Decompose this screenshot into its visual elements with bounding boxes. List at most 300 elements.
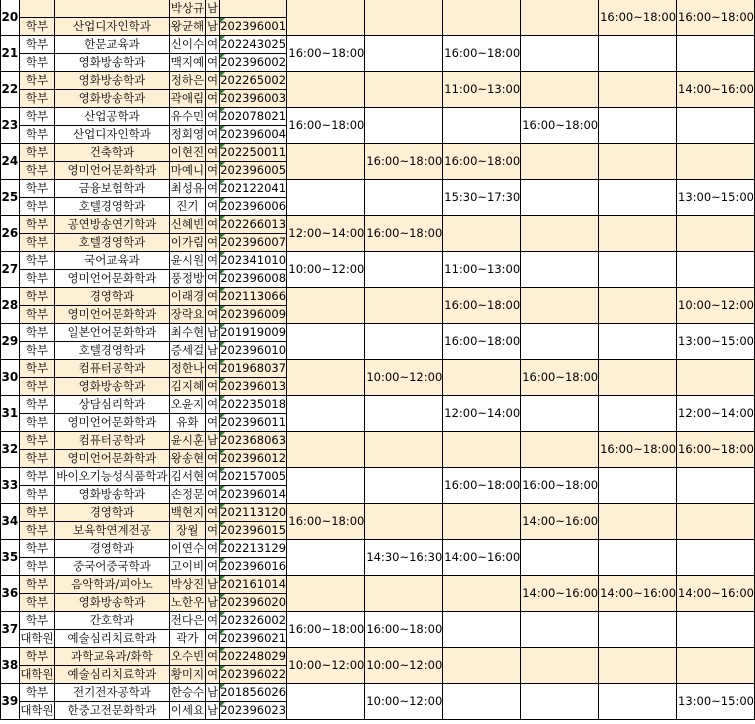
- time-slot-cell[interactable]: [521, 288, 599, 324]
- time-slot-cell[interactable]: [599, 324, 677, 360]
- student-gender-cell[interactable]: 여: [206, 198, 220, 216]
- student-id-cell[interactable]: 202396013: [219, 378, 287, 396]
- student-dept-cell[interactable]: 산업디자인학과: [55, 126, 169, 144]
- time-slot-cell[interactable]: 16:00~18:00: [365, 216, 443, 252]
- time-slot-cell[interactable]: 11:00~13:00: [443, 252, 521, 288]
- group-number-cell[interactable]: 39: [1, 684, 20, 720]
- student-dept-cell[interactable]: 보육학연계전공: [55, 522, 169, 540]
- student-name-cell[interactable]: 황미지: [169, 666, 206, 684]
- time-slot-cell[interactable]: [287, 324, 365, 360]
- time-slot-cell[interactable]: 12:00~14:00: [677, 396, 755, 432]
- group-number-cell[interactable]: 38: [1, 648, 20, 684]
- group-number-cell[interactable]: 32: [1, 432, 20, 468]
- time-slot-cell[interactable]: [521, 540, 599, 576]
- group-number-cell[interactable]: 28: [1, 288, 20, 324]
- time-slot-cell[interactable]: [521, 252, 599, 288]
- time-slot-cell[interactable]: 16:00~18:00: [443, 324, 521, 360]
- student-dept-cell[interactable]: 영화방송학과: [55, 486, 169, 504]
- student-type-cell[interactable]: 학부: [19, 648, 55, 666]
- time-slot-cell[interactable]: [521, 648, 599, 684]
- student-dept-cell[interactable]: 영화방송학과: [55, 378, 169, 396]
- student-id-cell[interactable]: 202157005: [219, 468, 287, 486]
- student-id-cell[interactable]: 202396021: [219, 630, 287, 648]
- student-dept-cell[interactable]: 경영학과: [55, 504, 169, 522]
- student-name-cell[interactable]: 이래경: [169, 288, 206, 306]
- student-dept-cell[interactable]: 바이오기능성식품학과: [55, 468, 169, 486]
- student-name-cell[interactable]: 오수빈: [169, 648, 206, 666]
- time-slot-cell[interactable]: 16:00~18:00: [443, 288, 521, 324]
- student-type-cell[interactable]: 학부: [19, 270, 55, 288]
- time-slot-cell[interactable]: [677, 540, 755, 576]
- group-number-cell[interactable]: 25: [1, 180, 20, 216]
- student-gender-cell[interactable]: 여: [206, 540, 220, 558]
- time-slot-cell[interactable]: [599, 72, 677, 108]
- student-id-cell[interactable]: 202396014: [219, 486, 287, 504]
- time-slot-cell[interactable]: [443, 576, 521, 612]
- student-name-cell[interactable]: 최수현: [169, 324, 206, 342]
- student-type-cell[interactable]: 학부: [19, 180, 55, 198]
- student-gender-cell[interactable]: 여: [206, 162, 220, 180]
- student-dept-cell[interactable]: 경영학과: [55, 540, 169, 558]
- time-slot-cell[interactable]: 14:00~16:00: [677, 576, 755, 612]
- student-name-cell[interactable]: 맥지예: [169, 54, 206, 72]
- group-number-cell[interactable]: 29: [1, 324, 20, 360]
- student-id-cell[interactable]: 201856026: [219, 684, 287, 702]
- time-slot-cell[interactable]: [287, 72, 365, 108]
- student-id-cell[interactable]: [219, 0, 287, 18]
- student-name-cell[interactable]: 전다은: [169, 612, 206, 630]
- student-gender-cell[interactable]: 여: [206, 72, 220, 90]
- student-gender-cell[interactable]: 여: [206, 216, 220, 234]
- student-gender-cell[interactable]: 여: [206, 612, 220, 630]
- time-slot-cell[interactable]: [365, 72, 443, 108]
- student-dept-cell[interactable]: 공연방송연기학과: [55, 216, 169, 234]
- time-slot-cell[interactable]: [443, 648, 521, 684]
- student-type-cell[interactable]: 학부: [19, 414, 55, 432]
- time-slot-cell[interactable]: [521, 144, 599, 180]
- time-slot-cell[interactable]: 14:00~16:00: [443, 540, 521, 576]
- time-slot-cell[interactable]: [287, 540, 365, 576]
- student-dept-cell[interactable]: 음악학과/피아노: [55, 576, 169, 594]
- student-gender-cell[interactable]: 여: [206, 666, 220, 684]
- time-slot-cell[interactable]: 14:00~16:00: [521, 576, 599, 612]
- student-type-cell[interactable]: 학부: [19, 108, 55, 126]
- student-gender-cell[interactable]: 남: [206, 18, 220, 36]
- student-gender-cell[interactable]: 여: [206, 252, 220, 270]
- time-slot-cell[interactable]: 16:00~18:00: [443, 468, 521, 504]
- student-gender-cell[interactable]: 여: [206, 36, 220, 54]
- student-name-cell[interactable]: 정하은: [169, 72, 206, 90]
- time-slot-cell[interactable]: [365, 288, 443, 324]
- student-dept-cell[interactable]: 산업디자인학과: [55, 18, 169, 36]
- student-name-cell[interactable]: 박상규: [169, 0, 206, 18]
- student-name-cell[interactable]: 이가림: [169, 234, 206, 252]
- time-slot-cell[interactable]: [287, 0, 365, 36]
- time-slot-cell[interactable]: 10:00~12:00: [287, 648, 365, 684]
- student-id-cell[interactable]: 202396008: [219, 270, 287, 288]
- student-gender-cell[interactable]: 여: [206, 126, 220, 144]
- student-gender-cell[interactable]: 남: [206, 0, 220, 18]
- student-type-cell[interactable]: 학부: [19, 594, 55, 612]
- student-dept-cell[interactable]: 호텔경영학과: [55, 198, 169, 216]
- student-name-cell[interactable]: 이현진: [169, 144, 206, 162]
- group-number-cell[interactable]: 34: [1, 504, 20, 540]
- time-slot-cell[interactable]: 16:00~18:00: [599, 432, 677, 468]
- time-slot-cell[interactable]: [521, 684, 599, 720]
- time-slot-cell[interactable]: [365, 36, 443, 72]
- time-slot-cell[interactable]: [365, 252, 443, 288]
- student-type-cell[interactable]: 학부: [19, 360, 55, 378]
- group-number-cell[interactable]: 23: [1, 108, 20, 144]
- student-type-cell[interactable]: 학부: [19, 522, 55, 540]
- student-id-cell[interactable]: 202396010: [219, 342, 287, 360]
- time-slot-cell[interactable]: 16:00~18:00: [599, 0, 677, 36]
- time-slot-cell[interactable]: 14:30~16:30: [365, 540, 443, 576]
- student-gender-cell[interactable]: 여: [206, 522, 220, 540]
- time-slot-cell[interactable]: 10:00~12:00: [365, 684, 443, 720]
- student-gender-cell[interactable]: 여: [206, 450, 220, 468]
- student-type-cell[interactable]: 학부: [19, 684, 55, 702]
- time-slot-cell[interactable]: 16:00~18:00: [443, 36, 521, 72]
- time-slot-cell[interactable]: [287, 180, 365, 216]
- student-gender-cell[interactable]: 여: [206, 54, 220, 72]
- student-id-cell[interactable]: 202113120: [219, 504, 287, 522]
- student-type-cell[interactable]: 학부: [19, 144, 55, 162]
- time-slot-cell[interactable]: [521, 396, 599, 432]
- student-type-cell[interactable]: 학부: [19, 198, 55, 216]
- time-slot-cell[interactable]: [677, 216, 755, 252]
- student-type-cell[interactable]: 학부: [19, 72, 55, 90]
- time-slot-cell[interactable]: 16:00~18:00: [365, 612, 443, 648]
- time-slot-cell[interactable]: [599, 468, 677, 504]
- student-gender-cell[interactable]: 여: [206, 378, 220, 396]
- student-id-cell[interactable]: 202396001: [219, 18, 287, 36]
- student-type-cell[interactable]: 학부: [19, 540, 55, 558]
- time-slot-cell[interactable]: 14:00~16:00: [677, 72, 755, 108]
- time-slot-cell[interactable]: 13:00~15:00: [677, 684, 755, 720]
- time-slot-cell[interactable]: [521, 612, 599, 648]
- student-gender-cell[interactable]: 여: [206, 360, 220, 378]
- student-id-cell[interactable]: 202265002: [219, 72, 287, 90]
- student-type-cell[interactable]: 대학원: [19, 702, 55, 720]
- student-type-cell[interactable]: 대학원: [19, 666, 55, 684]
- student-dept-cell[interactable]: 과학교육과/화학: [55, 648, 169, 666]
- student-name-cell[interactable]: 신혜빈: [169, 216, 206, 234]
- time-slot-cell[interactable]: [677, 252, 755, 288]
- time-slot-cell[interactable]: [599, 612, 677, 648]
- time-slot-cell[interactable]: 15:30~17:30: [443, 180, 521, 216]
- group-number-cell[interactable]: 35: [1, 540, 20, 576]
- student-dept-cell[interactable]: 예술심리치료학과: [55, 630, 169, 648]
- student-dept-cell[interactable]: 예술심리치료학과: [55, 666, 169, 684]
- time-slot-cell[interactable]: [443, 432, 521, 468]
- time-slot-cell[interactable]: [677, 648, 755, 684]
- time-slot-cell[interactable]: [365, 108, 443, 144]
- time-slot-cell[interactable]: [677, 468, 755, 504]
- student-name-cell[interactable]: 김서현: [169, 468, 206, 486]
- student-name-cell[interactable]: 한승수: [169, 684, 206, 702]
- student-dept-cell[interactable]: 상담심리학과: [55, 396, 169, 414]
- time-slot-cell[interactable]: [287, 576, 365, 612]
- student-dept-cell[interactable]: [55, 0, 169, 18]
- time-slot-cell[interactable]: [521, 72, 599, 108]
- student-type-cell[interactable]: 학부: [19, 252, 55, 270]
- student-gender-cell[interactable]: 여: [206, 180, 220, 198]
- student-id-cell[interactable]: 202396011: [219, 414, 287, 432]
- student-gender-cell[interactable]: 남: [206, 684, 220, 702]
- student-dept-cell[interactable]: 한문교육과: [55, 36, 169, 54]
- student-name-cell[interactable]: 마예니: [169, 162, 206, 180]
- time-slot-cell[interactable]: [599, 504, 677, 540]
- time-slot-cell[interactable]: [443, 360, 521, 396]
- student-name-cell[interactable]: 박상진: [169, 576, 206, 594]
- student-id-cell[interactable]: 202396009: [219, 306, 287, 324]
- student-gender-cell[interactable]: 여: [206, 234, 220, 252]
- student-name-cell[interactable]: 윤시훈: [169, 432, 206, 450]
- student-gender-cell[interactable]: 남: [206, 324, 220, 342]
- time-slot-cell[interactable]: [287, 684, 365, 720]
- student-id-cell[interactable]: 202161014: [219, 576, 287, 594]
- student-name-cell[interactable]: 이세요: [169, 702, 206, 720]
- time-slot-cell[interactable]: 13:00~15:00: [677, 324, 755, 360]
- time-slot-cell[interactable]: [521, 36, 599, 72]
- student-id-cell[interactable]: 202243025: [219, 36, 287, 54]
- student-type-cell[interactable]: 학부: [19, 432, 55, 450]
- student-name-cell[interactable]: 유화: [169, 414, 206, 432]
- student-id-cell[interactable]: 202396012: [219, 450, 287, 468]
- time-slot-cell[interactable]: [365, 576, 443, 612]
- student-type-cell[interactable]: [19, 0, 55, 18]
- time-slot-cell[interactable]: [521, 0, 599, 36]
- student-name-cell[interactable]: 정회영: [169, 126, 206, 144]
- time-slot-cell[interactable]: [287, 468, 365, 504]
- time-slot-cell[interactable]: [599, 180, 677, 216]
- student-gender-cell[interactable]: 여: [206, 504, 220, 522]
- student-dept-cell[interactable]: 영미언어문화학과: [55, 270, 169, 288]
- time-slot-cell[interactable]: 13:00~15:00: [677, 180, 755, 216]
- time-slot-cell[interactable]: [677, 144, 755, 180]
- student-id-cell[interactable]: 202266013: [219, 216, 287, 234]
- student-id-cell[interactable]: 202078021: [219, 108, 287, 126]
- student-type-cell[interactable]: 학부: [19, 378, 55, 396]
- time-slot-cell[interactable]: [599, 540, 677, 576]
- student-id-cell[interactable]: 202396016: [219, 558, 287, 576]
- student-name-cell[interactable]: 장락요: [169, 306, 206, 324]
- student-id-cell[interactable]: 202341010: [219, 252, 287, 270]
- student-id-cell[interactable]: 202122041: [219, 180, 287, 198]
- time-slot-cell[interactable]: [365, 0, 443, 36]
- group-number-cell[interactable]: 33: [1, 468, 20, 504]
- time-slot-cell[interactable]: [443, 504, 521, 540]
- student-id-cell[interactable]: 202396015: [219, 522, 287, 540]
- student-dept-cell[interactable]: 영화방송학과: [55, 90, 169, 108]
- student-dept-cell[interactable]: 영미언어문화학과: [55, 162, 169, 180]
- student-type-cell[interactable]: 학부: [19, 324, 55, 342]
- student-name-cell[interactable]: 김지혜: [169, 378, 206, 396]
- student-id-cell[interactable]: 202250011: [219, 144, 287, 162]
- student-type-cell[interactable]: 학부: [19, 18, 55, 36]
- student-type-cell[interactable]: 학부: [19, 342, 55, 360]
- time-slot-cell[interactable]: 14:00~16:00: [599, 576, 677, 612]
- group-number-cell[interactable]: 22: [1, 72, 20, 108]
- student-dept-cell[interactable]: 영화방송학과: [55, 54, 169, 72]
- time-slot-cell[interactable]: [365, 396, 443, 432]
- time-slot-cell[interactable]: [599, 216, 677, 252]
- student-type-cell[interactable]: 학부: [19, 450, 55, 468]
- student-id-cell[interactable]: 202396007: [219, 234, 287, 252]
- time-slot-cell[interactable]: 10:00~12:00: [287, 252, 365, 288]
- student-gender-cell[interactable]: 여: [206, 468, 220, 486]
- time-slot-cell[interactable]: [287, 288, 365, 324]
- time-slot-cell[interactable]: 16:00~18:00: [677, 0, 755, 36]
- student-type-cell[interactable]: 학부: [19, 612, 55, 630]
- student-type-cell[interactable]: 학부: [19, 36, 55, 54]
- student-dept-cell[interactable]: 전기전자공학과: [55, 684, 169, 702]
- group-number-cell[interactable]: 24: [1, 144, 20, 180]
- time-slot-cell[interactable]: [443, 612, 521, 648]
- student-gender-cell[interactable]: 여: [206, 396, 220, 414]
- student-gender-cell[interactable]: 여: [206, 144, 220, 162]
- student-name-cell[interactable]: 신이수: [169, 36, 206, 54]
- student-name-cell[interactable]: 왕균해: [169, 18, 206, 36]
- group-number-cell[interactable]: 21: [1, 36, 20, 72]
- student-id-cell[interactable]: 202235018: [219, 396, 287, 414]
- time-slot-cell[interactable]: [443, 684, 521, 720]
- student-gender-cell[interactable]: 남: [206, 594, 220, 612]
- time-slot-cell[interactable]: 16:00~18:00: [287, 504, 365, 540]
- student-gender-cell[interactable]: 남: [206, 432, 220, 450]
- student-name-cell[interactable]: 정한나: [169, 360, 206, 378]
- student-name-cell[interactable]: 노한우: [169, 594, 206, 612]
- student-type-cell[interactable]: 학부: [19, 468, 55, 486]
- student-type-cell[interactable]: 학부: [19, 396, 55, 414]
- student-id-cell[interactable]: 202396004: [219, 126, 287, 144]
- student-name-cell[interactable]: 풍정방: [169, 270, 206, 288]
- time-slot-cell[interactable]: [365, 432, 443, 468]
- student-gender-cell[interactable]: 여: [206, 648, 220, 666]
- time-slot-cell[interactable]: [599, 144, 677, 180]
- student-name-cell[interactable]: 손정문: [169, 486, 206, 504]
- time-slot-cell[interactable]: [599, 36, 677, 72]
- student-type-cell[interactable]: 학부: [19, 90, 55, 108]
- student-dept-cell[interactable]: 경영학과: [55, 288, 169, 306]
- student-name-cell[interactable]: 장월: [169, 522, 206, 540]
- student-name-cell[interactable]: 고이비: [169, 558, 206, 576]
- student-type-cell[interactable]: 학부: [19, 54, 55, 72]
- student-type-cell[interactable]: 학부: [19, 486, 55, 504]
- student-type-cell[interactable]: 학부: [19, 162, 55, 180]
- student-name-cell[interactable]: 이연수: [169, 540, 206, 558]
- student-name-cell[interactable]: 진기: [169, 198, 206, 216]
- student-gender-cell[interactable]: 여: [206, 288, 220, 306]
- student-id-cell[interactable]: 202113066: [219, 288, 287, 306]
- student-id-cell[interactable]: 202396002: [219, 54, 287, 72]
- student-type-cell[interactable]: 학부: [19, 216, 55, 234]
- student-id-cell[interactable]: 202213129: [219, 540, 287, 558]
- group-number-cell[interactable]: 30: [1, 360, 20, 396]
- student-id-cell[interactable]: 202248029: [219, 648, 287, 666]
- student-dept-cell[interactable]: 영화방송학과: [55, 72, 169, 90]
- student-type-cell[interactable]: 학부: [19, 576, 55, 594]
- student-gender-cell[interactable]: 여: [206, 558, 220, 576]
- time-slot-cell[interactable]: 16:00~18:00: [443, 144, 521, 180]
- time-slot-cell[interactable]: 16:00~18:00: [521, 360, 599, 396]
- time-slot-cell[interactable]: 16:00~18:00: [287, 108, 365, 144]
- student-type-cell[interactable]: 학부: [19, 558, 55, 576]
- time-slot-cell[interactable]: [365, 324, 443, 360]
- student-dept-cell[interactable]: 컴퓨터공학과: [55, 360, 169, 378]
- student-gender-cell[interactable]: 여: [206, 306, 220, 324]
- student-dept-cell[interactable]: 건축학과: [55, 144, 169, 162]
- student-name-cell[interactable]: 최성유: [169, 180, 206, 198]
- time-slot-cell[interactable]: 16:00~18:00: [365, 144, 443, 180]
- student-name-cell[interactable]: 곽애림: [169, 90, 206, 108]
- student-type-cell[interactable]: 학부: [19, 126, 55, 144]
- group-number-cell[interactable]: 36: [1, 576, 20, 612]
- time-slot-cell[interactable]: [443, 0, 521, 36]
- time-slot-cell[interactable]: [677, 612, 755, 648]
- time-slot-cell[interactable]: [521, 180, 599, 216]
- student-gender-cell[interactable]: 여: [206, 486, 220, 504]
- time-slot-cell[interactable]: [443, 108, 521, 144]
- time-slot-cell[interactable]: [677, 108, 755, 144]
- time-slot-cell[interactable]: [599, 648, 677, 684]
- group-number-cell[interactable]: 27: [1, 252, 20, 288]
- student-dept-cell[interactable]: 국어교육과: [55, 252, 169, 270]
- time-slot-cell[interactable]: 14:00~16:00: [521, 504, 599, 540]
- group-number-cell[interactable]: 37: [1, 612, 20, 648]
- student-id-cell[interactable]: 202368063: [219, 432, 287, 450]
- student-id-cell[interactable]: 202396023: [219, 702, 287, 720]
- time-slot-cell[interactable]: [287, 396, 365, 432]
- time-slot-cell[interactable]: [599, 252, 677, 288]
- student-gender-cell[interactable]: 남: [206, 702, 220, 720]
- student-id-cell[interactable]: 202396006: [219, 198, 287, 216]
- student-name-cell[interactable]: 오윤지: [169, 396, 206, 414]
- group-number-cell[interactable]: 26: [1, 216, 20, 252]
- time-slot-cell[interactable]: 10:00~12:00: [677, 288, 755, 324]
- student-id-cell[interactable]: 202396005: [219, 162, 287, 180]
- time-slot-cell[interactable]: [677, 504, 755, 540]
- time-slot-cell[interactable]: 16:00~18:00: [677, 432, 755, 468]
- student-type-cell[interactable]: 대학원: [19, 630, 55, 648]
- time-slot-cell[interactable]: [365, 468, 443, 504]
- student-type-cell[interactable]: 학부: [19, 504, 55, 522]
- student-dept-cell[interactable]: 영화방송학과: [55, 594, 169, 612]
- student-gender-cell[interactable]: 남: [206, 342, 220, 360]
- time-slot-cell[interactable]: [599, 396, 677, 432]
- student-id-cell[interactable]: 202326002: [219, 612, 287, 630]
- student-dept-cell[interactable]: 영미언어문화학과: [55, 450, 169, 468]
- group-number-cell[interactable]: 31: [1, 396, 20, 432]
- time-slot-cell[interactable]: [599, 288, 677, 324]
- student-name-cell[interactable]: 유수민: [169, 108, 206, 126]
- time-slot-cell[interactable]: 16:00~18:00: [287, 36, 365, 72]
- student-id-cell[interactable]: 201919009: [219, 324, 287, 342]
- time-slot-cell[interactable]: 16:00~18:00: [521, 108, 599, 144]
- student-name-cell[interactable]: 증세걸: [169, 342, 206, 360]
- student-type-cell[interactable]: 학부: [19, 234, 55, 252]
- student-gender-cell[interactable]: 여: [206, 270, 220, 288]
- student-name-cell[interactable]: 왕송현: [169, 450, 206, 468]
- student-id-cell[interactable]: 202396003: [219, 90, 287, 108]
- student-id-cell[interactable]: 202396022: [219, 666, 287, 684]
- time-slot-cell[interactable]: [599, 684, 677, 720]
- student-id-cell[interactable]: 202396020: [219, 594, 287, 612]
- time-slot-cell[interactable]: [521, 216, 599, 252]
- time-slot-cell[interactable]: 10:00~12:00: [365, 360, 443, 396]
- student-id-cell[interactable]: 201968037: [219, 360, 287, 378]
